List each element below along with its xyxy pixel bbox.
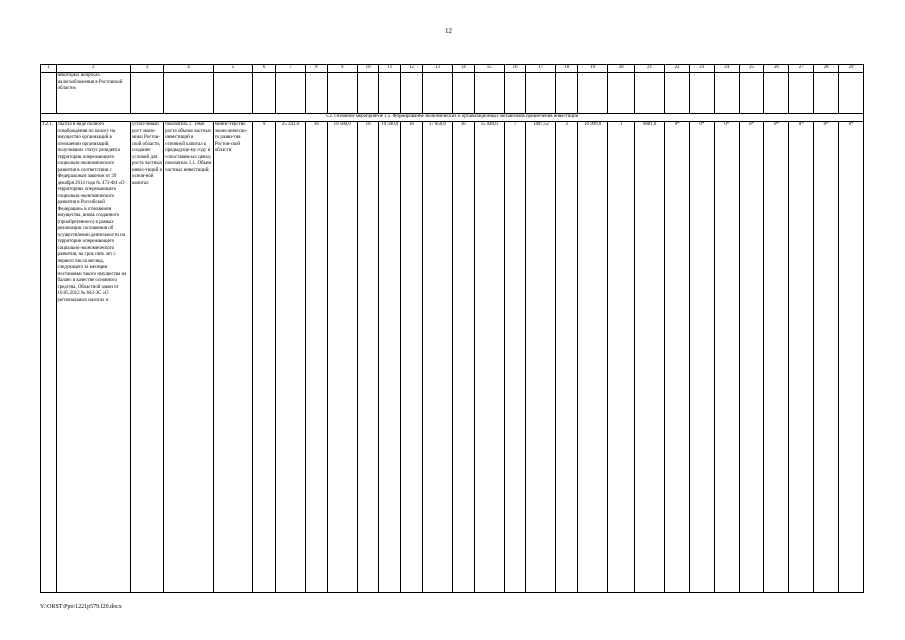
value-cell: 0* [714, 122, 739, 593]
measure-indicator: показатель 1. Темп роста объема частных инвестиций в основной капитал к предыдуще-му году в сопоставим-ых ценах; показатель 1.1. Объем частных инвестиций; [164, 122, 214, 593]
section-title: 1.2. Основное мероприятие 1.5. Формирование экономических и организационных механизмов привлечения инвестиций [41, 114, 864, 122]
column-number: 12 [401, 65, 423, 73]
column-number: 7 [275, 65, 305, 73]
column-number: 25 [739, 65, 764, 73]
value-cell: 0* [839, 122, 864, 593]
row-id: 1.2.1. [41, 122, 57, 593]
column-number: 17 [526, 65, 556, 73]
value-cell: 19 580,0 [327, 122, 357, 593]
column-number: 10 [357, 65, 379, 73]
value-cell: 0* [665, 122, 690, 593]
column-number: 18 [556, 65, 578, 73]
value-cell: 16 [401, 122, 423, 593]
column-number: 13 [422, 65, 452, 73]
column-number: 20 [608, 65, 635, 73]
value-cell: 2 [556, 122, 578, 593]
column-number: 5 [213, 65, 252, 73]
page-number: 12 [445, 27, 452, 35]
column-number: 4 [164, 65, 214, 73]
column-number: 1 [41, 65, 57, 73]
column-number: 29 [839, 65, 864, 73]
continuation-row [41, 73, 864, 114]
column-number-row [41, 65, 864, 73]
value-cell: 9881,0 [635, 122, 665, 593]
value-cell: 7 [504, 122, 526, 593]
value-cell: 17 850,0 [422, 122, 452, 593]
value-cell: 9 [253, 122, 276, 593]
column-number: 8 [305, 65, 327, 73]
measure-goal: устой-чивый рост эконо-мики Ростов-ской области, создание условий для роста частных инвес-тиций в основ-ной капитал [131, 122, 164, 593]
column-number: 27 [789, 65, 814, 73]
column-number: 15 [474, 65, 504, 73]
measure-curator: минис-терство эконо-мическо-го разви-тия Ростов-ской области [213, 122, 252, 593]
value-cell: 0* [764, 122, 789, 593]
value-cell: 1 [608, 122, 635, 593]
column-number: 14 [452, 65, 474, 73]
value-cell: 0* [789, 122, 814, 593]
value-cell: 0* [689, 122, 714, 593]
column-number: 3 [131, 65, 164, 73]
value-cell: 15 940,0 [474, 122, 504, 593]
measure-name: Льгота в виде полного освобождения по налогу на имущество организаций в отношении организаций, получивших статус резидента территории опережающего социально-экономического развития в соответствии с Федеральным законом от 29 декабря 2014 года № 473-ФЗ «О территориях опережающего социально-экономического развития в Российской Федерации» в отношении имущества, вновь созданного (приобретенного) в рамках реализации соглашения об осуществлении деятельности на территории опережающего социально-экономического развития, на срок пять лет с первого числа месяца, следующего за месяцем постановки такого имущества на баланс в качестве основного средства, Областной закон от 10.05.2012 № 843-ЗС «О региональных налогах и [56, 122, 131, 593]
value-cell: 16 [357, 122, 379, 593]
value-cell: 0* [814, 122, 839, 593]
value-cell: 16 [452, 122, 474, 593]
table-row [41, 122, 864, 593]
column-number: 22 [665, 65, 690, 73]
value-cell: 19 590,0 [379, 122, 401, 593]
column-number: 19 [578, 65, 608, 73]
column-number: 11 [379, 65, 401, 73]
value-cell: 1487,52 [526, 122, 556, 593]
value-cell: 10 999,0 [578, 122, 608, 593]
continuation-text: некоторых вопросах налогообложения в Ростовской области» [56, 73, 131, 114]
column-number: 28 [814, 65, 839, 73]
section-row [41, 114, 864, 122]
value-cell: 16 [305, 122, 327, 593]
column-number: 16 [504, 65, 526, 73]
investment-table [40, 64, 864, 593]
column-number: 2 [56, 65, 131, 73]
column-number: 6 [253, 65, 276, 73]
value-cell: 25 341,0 [275, 122, 305, 593]
column-number: 23 [689, 65, 714, 73]
column-number: 9 [327, 65, 357, 73]
column-number: 21 [635, 65, 665, 73]
footer-path: Y:\ORST\Ppo\1221p579.f20.docx [40, 604, 122, 610]
column-number: 24 [714, 65, 739, 73]
value-cell: 0* [739, 122, 764, 593]
column-number: 26 [764, 65, 789, 73]
